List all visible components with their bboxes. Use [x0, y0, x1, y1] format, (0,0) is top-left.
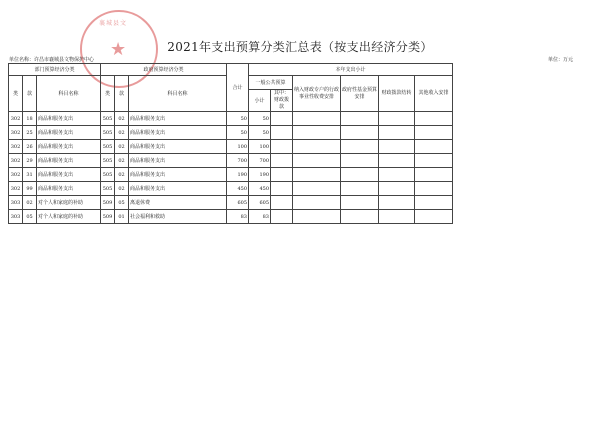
cell-other-income: [415, 210, 453, 224]
table-row: [9, 154, 453, 168]
cell-special-fund: [293, 210, 341, 224]
cell-gov-lei: 505: [101, 140, 115, 154]
cell-lei: 302: [9, 154, 23, 168]
cell-special-fund: [293, 126, 341, 140]
cell-fiscal-grant: [271, 168, 293, 182]
cell-special-fund: [293, 140, 341, 154]
cell-gov-lei: 505: [101, 182, 115, 196]
cell-gov-fund: [341, 168, 379, 182]
cell-gov-kuan: 01: [115, 210, 129, 224]
cell-fiscal-grant: [271, 154, 293, 168]
cell-lei: 302: [9, 126, 23, 140]
cell-subject: 商品和服务支出: [37, 168, 101, 182]
header-gov-subject: 科目名称: [129, 76, 227, 112]
cell-kuan: 18: [23, 112, 37, 126]
cell-fiscal-grant: [271, 112, 293, 126]
cell-subject: 商品和服务支出: [37, 182, 101, 196]
cell-kuan: 02: [23, 196, 37, 210]
cell-subject: 商品和服务支出: [37, 126, 101, 140]
cell-lei: 302: [9, 140, 23, 154]
cell-kuan: 99: [23, 182, 37, 196]
cell-subtotal: 100: [249, 140, 271, 154]
page-title: 2021年支出预算分类汇总表（按支出经济分类）: [167, 40, 433, 54]
header-gov-class: 政府预算经济分类: [101, 64, 227, 76]
cell-total: 50: [227, 126, 249, 140]
cell-gov-fund: [341, 196, 379, 210]
cell-gov-lei: 505: [101, 168, 115, 182]
cell-special-fund: [293, 196, 341, 210]
cell-lei: 303: [9, 196, 23, 210]
cell-gov-subject: 社会福利和救助: [129, 210, 227, 224]
cell-lei: 302: [9, 112, 23, 126]
cell-gov-subject: 商品和服务支出: [129, 140, 227, 154]
cell-kuan: 25: [23, 126, 37, 140]
cell-subject: 商品和服务支出: [37, 140, 101, 154]
cell-gov-kuan: 02: [115, 168, 129, 182]
cell-subtotal: 450: [249, 182, 271, 196]
cell-other-income: [415, 140, 453, 154]
table-row: [9, 196, 453, 210]
cell-gov-kuan: 02: [115, 140, 129, 154]
header-fiscal-other: 财政拨款结转: [379, 76, 415, 112]
cell-gov-kuan: 02: [115, 126, 129, 140]
cell-subtotal: 700: [249, 154, 271, 168]
header-special-fund: 纳入财政专户的行政事业性收费安排: [293, 76, 341, 112]
cell-gov-fund: [341, 182, 379, 196]
budget-table: [8, 63, 453, 224]
cell-gov-kuan: 02: [115, 182, 129, 196]
cell-subtotal: 50: [249, 112, 271, 126]
cell-subject: 对个人和家庭的补助: [37, 210, 101, 224]
cell-other-income: [415, 168, 453, 182]
header-subtotal: 小计: [249, 90, 271, 112]
cell-special-fund: [293, 112, 341, 126]
cell-other-income: [415, 154, 453, 168]
unit-name-label: 单位名称：许昌市襄城县文物保护中心: [9, 57, 95, 63]
cell-total: 450: [227, 182, 249, 196]
cell-fiscal-grant: [271, 126, 293, 140]
cell-gov-subject: 商品和服务支出: [129, 182, 227, 196]
header-gov-kuan: 款: [115, 76, 129, 112]
cell-subtotal: 50: [249, 126, 271, 140]
cell-gov-kuan: 05: [115, 196, 129, 210]
cell-fiscal-grant: [271, 210, 293, 224]
table-row: [9, 112, 453, 126]
cell-fiscal-other: [379, 196, 415, 210]
cell-subject: 商品和服务支出: [37, 112, 101, 126]
cell-special-fund: [293, 168, 341, 182]
cell-total: 700: [227, 154, 249, 168]
cell-gov-kuan: 02: [115, 154, 129, 168]
cell-other-income: [415, 126, 453, 140]
cell-kuan: 05: [23, 210, 37, 224]
cell-gov-fund: [341, 210, 379, 224]
cell-total: 83: [227, 210, 249, 224]
table-row: [9, 210, 453, 224]
cell-gov-subject: 商品和服务支出: [129, 168, 227, 182]
header-kuan: 款: [23, 76, 37, 112]
seal-text: 襄城县文: [99, 20, 128, 27]
cell-gov-subject: 离退休费: [129, 196, 227, 210]
cell-kuan: 31: [23, 168, 37, 182]
table-row: [9, 182, 453, 196]
cell-subtotal: 83: [249, 210, 271, 224]
cell-special-fund: [293, 154, 341, 168]
cell-fiscal-grant: [271, 140, 293, 154]
money-unit-label: 单位：万元: [548, 57, 574, 63]
cell-subtotal: 190: [249, 168, 271, 182]
cell-gov-fund: [341, 140, 379, 154]
cell-total: 50: [227, 112, 249, 126]
cell-other-income: [415, 112, 453, 126]
header-fiscal-grant: 其中：财政拨款: [271, 90, 293, 112]
cell-gov-kuan: 02: [115, 112, 129, 126]
cell-gov-lei: 505: [101, 112, 115, 126]
cell-subject: 对个人和家庭的补助: [37, 196, 101, 210]
cell-fiscal-other: [379, 112, 415, 126]
cell-special-fund: [293, 182, 341, 196]
cell-total: 605: [227, 196, 249, 210]
cell-fiscal-other: [379, 126, 415, 140]
cell-gov-fund: [341, 112, 379, 126]
table-row: [9, 140, 453, 154]
cell-lei: 302: [9, 182, 23, 196]
header-general-budget: 一般公共预算: [249, 76, 293, 90]
cell-subject: 商品和服务支出: [37, 154, 101, 168]
cell-fiscal-other: [379, 140, 415, 154]
cell-other-income: [415, 196, 453, 210]
cell-fiscal-grant: [271, 182, 293, 196]
table-row: [9, 168, 453, 182]
cell-gov-lei: 505: [101, 126, 115, 140]
header-dept-class: 部门预算经济分类: [9, 64, 101, 76]
cell-fiscal-other: [379, 210, 415, 224]
cell-fiscal-other: [379, 182, 415, 196]
seal-star-icon: ★: [110, 39, 127, 60]
cell-lei: 303: [9, 210, 23, 224]
header-gov-fund: 政府性基金预算安排: [341, 76, 379, 112]
header-lei: 类: [9, 76, 23, 112]
cell-gov-fund: [341, 126, 379, 140]
header-other-income: 其他收入安排: [415, 76, 453, 112]
header-subject: 科目名称: [37, 76, 101, 112]
cell-gov-subject: 商品和服务支出: [129, 154, 227, 168]
cell-gov-subject: 商品和服务支出: [129, 126, 227, 140]
header-total: 合计: [227, 64, 249, 112]
cell-gov-fund: [341, 154, 379, 168]
cell-gov-lei: 509: [101, 210, 115, 224]
table-row: [9, 126, 453, 140]
cell-fiscal-other: [379, 154, 415, 168]
cell-fiscal-grant: [271, 196, 293, 210]
cell-gov-lei: 509: [101, 196, 115, 210]
cell-other-income: [415, 182, 453, 196]
cell-fiscal-other: [379, 168, 415, 182]
cell-kuan: 26: [23, 140, 37, 154]
cell-subtotal: 605: [249, 196, 271, 210]
header-gov-lei: 类: [101, 76, 115, 112]
cell-lei: 302: [9, 168, 23, 182]
cell-kuan: 29: [23, 154, 37, 168]
cell-gov-lei: 505: [101, 154, 115, 168]
cell-total: 190: [227, 168, 249, 182]
header-current-year: 本年支出小计: [249, 64, 453, 76]
cell-total: 100: [227, 140, 249, 154]
cell-gov-subject: 商品和服务支出: [129, 112, 227, 126]
